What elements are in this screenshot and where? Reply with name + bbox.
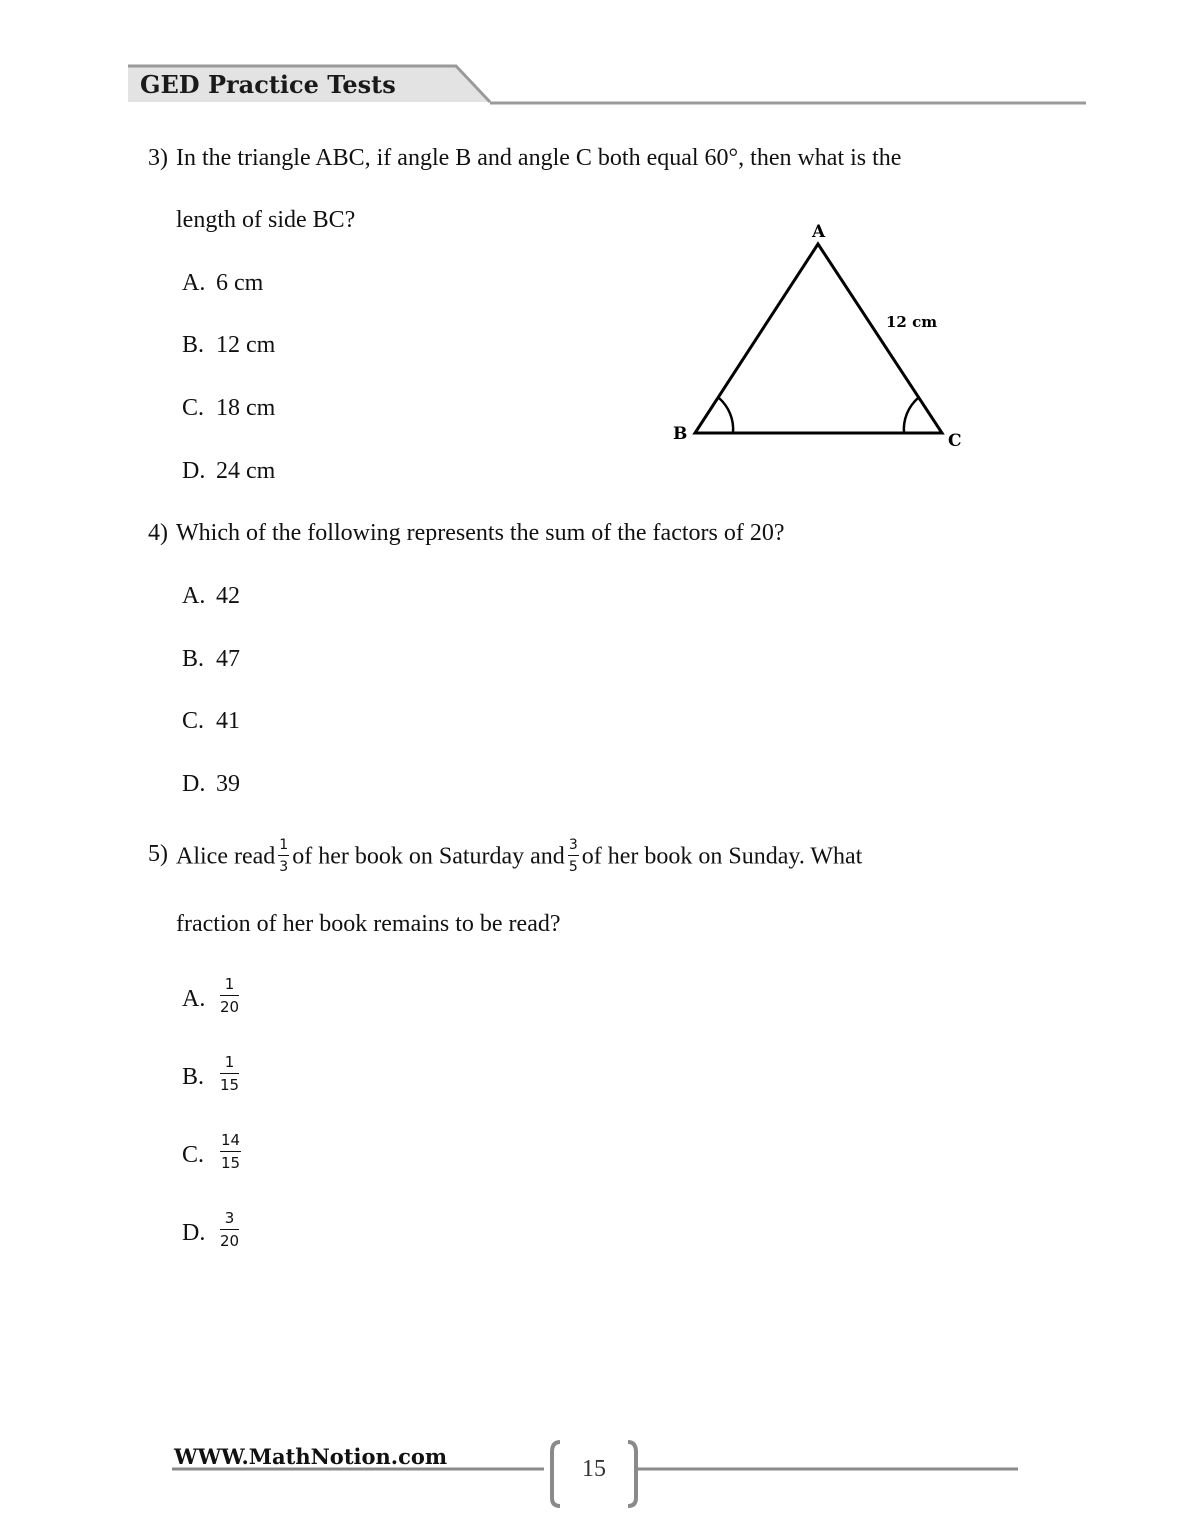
option-text: 47 — [216, 646, 240, 672]
fraction-bar — [220, 995, 239, 996]
option-letter: A. — [182, 985, 206, 1012]
question-5-text-line1 — [176, 839, 862, 877]
vertex-label-b: B — [673, 424, 688, 444]
triangle-abc-figure — [660, 215, 980, 455]
fraction-denominator: 5 — [568, 859, 578, 875]
option-letter: B. — [182, 1063, 205, 1090]
option-text: 18 cm — [216, 395, 276, 421]
option-text: 12 cm — [216, 332, 276, 358]
fraction-denominator: 20 — [220, 998, 240, 1016]
question-5-option-b — [182, 1053, 242, 1098]
question-5-option-d — [182, 1209, 242, 1254]
fraction-numerator: 1 — [224, 1053, 235, 1071]
fraction-three-fifths — [568, 837, 579, 875]
fraction-bar — [220, 1073, 239, 1074]
vertex-label-a: A — [812, 222, 826, 242]
option-text: 39 — [216, 771, 240, 797]
question-4-number: 4) — [148, 520, 168, 546]
question-5-option-c — [182, 1131, 244, 1176]
angle-c-arc — [904, 398, 918, 433]
fraction-bar — [278, 855, 289, 856]
page-header-title: GED Practice Tests — [140, 70, 396, 99]
page-number: 15 — [582, 1456, 606, 1482]
fraction-numerator: 3 — [568, 837, 578, 853]
question-4-text: Which of the following represents the sum of the factors of 20? — [176, 520, 785, 546]
question-3-option-d — [182, 456, 275, 486]
question-4-option-c — [182, 706, 240, 736]
fraction-denominator: 15 — [221, 1154, 241, 1172]
fraction-bar — [568, 855, 579, 856]
option-letter: D. — [182, 1219, 206, 1246]
option-fraction — [220, 1132, 241, 1172]
question-3-text-line2: length of side BC? — [176, 207, 356, 233]
option-text: 6 cm — [216, 270, 264, 296]
question-4-option-a — [182, 581, 240, 611]
vertex-label-c: C — [948, 431, 962, 451]
fraction-bar — [220, 1151, 241, 1152]
fraction-bar — [220, 1229, 239, 1230]
fraction-denominator: 15 — [220, 1076, 240, 1094]
question-4-option-b — [182, 644, 240, 674]
fraction-numerator: 3 — [224, 1209, 235, 1227]
fraction-one-third — [278, 837, 289, 875]
fraction-numerator: 1 — [224, 975, 235, 993]
option-text: 41 — [216, 708, 240, 734]
option-letter: B. — [182, 646, 205, 672]
option-text: 24 cm — [216, 458, 276, 484]
option-letter: D. — [182, 458, 206, 484]
angle-b-arc — [719, 398, 733, 433]
option-fraction — [220, 976, 239, 1016]
question-5-number: 5) — [148, 841, 168, 867]
text-segment: of her book on Sunday. What — [581, 843, 863, 870]
option-letter: C. — [182, 395, 205, 421]
option-text: 42 — [216, 583, 240, 609]
text-segment: of her book on Saturday and — [292, 843, 565, 870]
option-letter: D. — [182, 771, 206, 797]
fraction-denominator: 20 — [220, 1232, 240, 1250]
option-letter: A. — [182, 583, 206, 609]
option-fraction — [220, 1210, 239, 1250]
question-3-option-b — [182, 330, 275, 360]
question-3-option-c — [182, 393, 275, 423]
option-letter: A. — [182, 270, 206, 296]
text-segment: Alice read — [176, 843, 276, 870]
question-3-number: 3) — [148, 145, 168, 171]
option-letter: C. — [182, 1141, 205, 1168]
question-4-option-d — [182, 769, 240, 799]
question-3-text-line1: In the triangle ABC, if angle B and angle C both equal 60°, then what is the — [176, 145, 902, 171]
question-5-option-a — [182, 975, 242, 1020]
footer-website: WWW.MathNotion.com — [174, 1444, 448, 1469]
fraction-numerator: 14 — [221, 1131, 241, 1149]
option-letter: C. — [182, 708, 205, 734]
question-3-option-a — [182, 268, 263, 298]
option-fraction — [220, 1054, 239, 1094]
side-ac-length-label: 12 cm — [886, 313, 938, 331]
fraction-denominator: 3 — [279, 859, 289, 875]
triangle-outline — [695, 244, 942, 433]
fraction-numerator: 1 — [279, 837, 289, 853]
option-letter: B. — [182, 332, 205, 358]
question-5-text-line2: fraction of her book remains to be read? — [176, 911, 561, 937]
header-rule — [490, 98, 1086, 108]
